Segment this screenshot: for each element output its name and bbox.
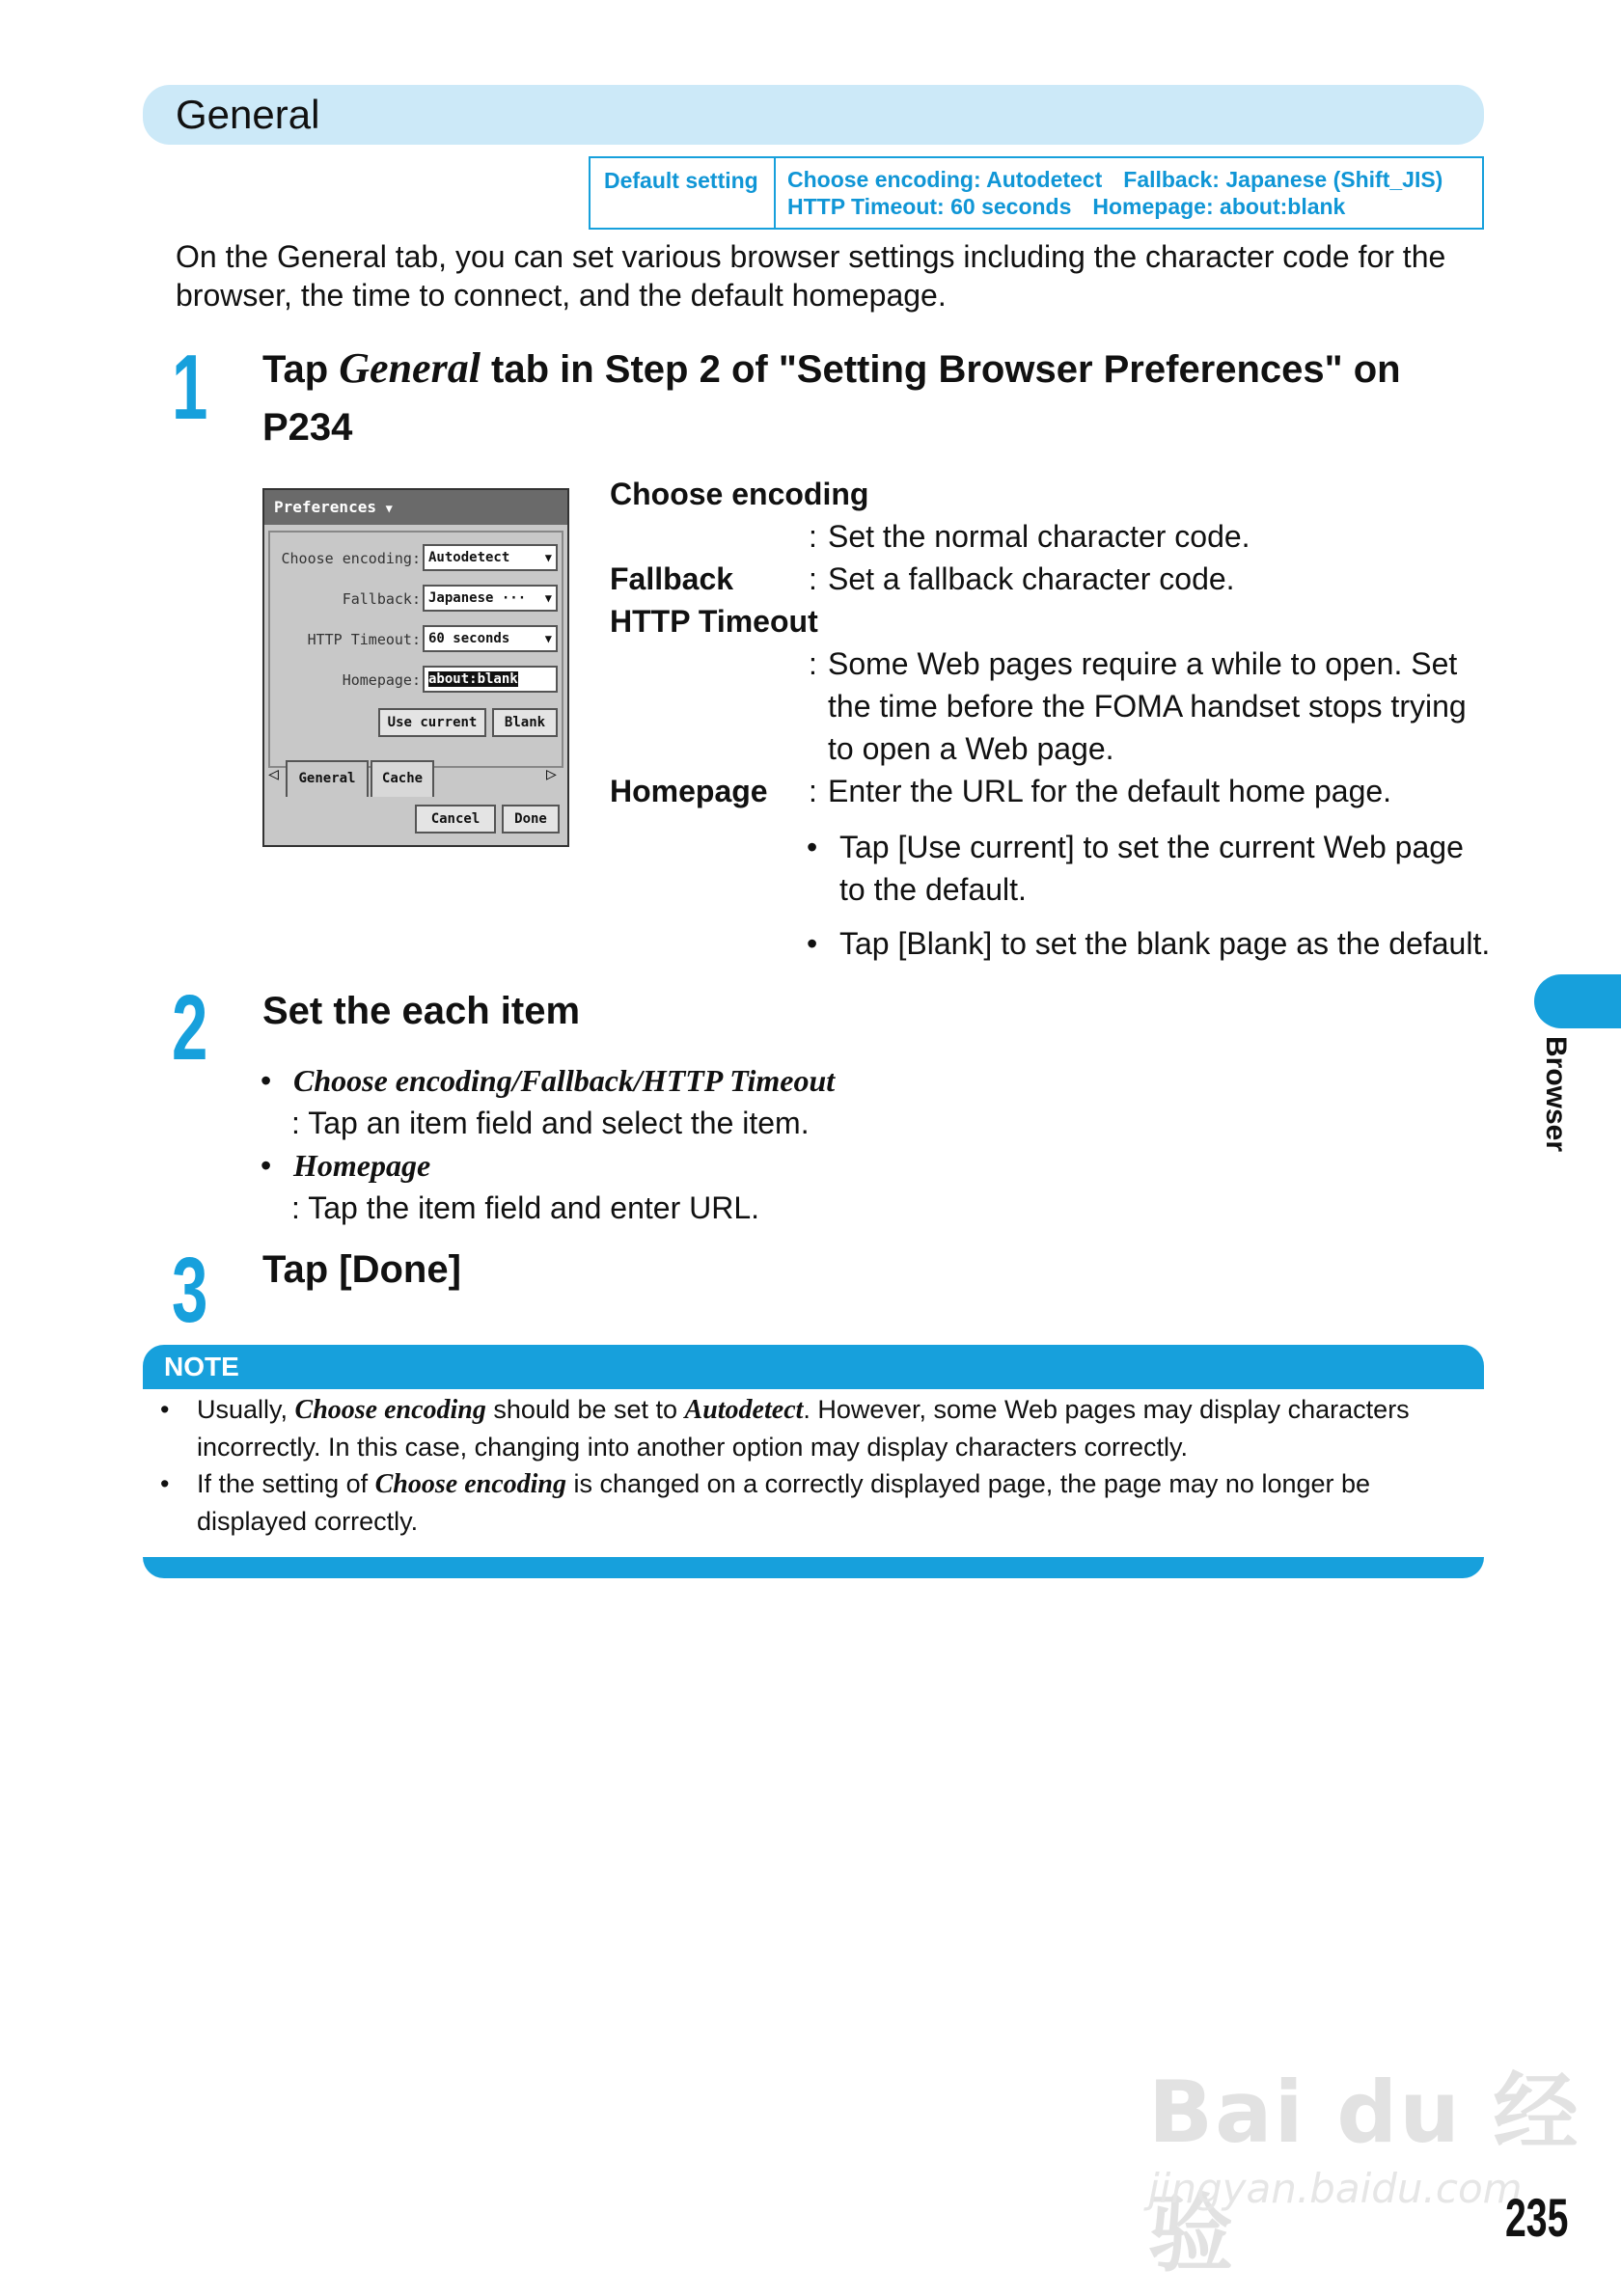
device-label-fallback: Fallback: xyxy=(342,590,421,608)
default-setting-values xyxy=(776,158,1464,228)
chevron-down-icon: ▼ xyxy=(544,551,552,564)
note-1-em1: Choose encoding xyxy=(294,1395,486,1425)
desc-fallback: Set a fallback character code. xyxy=(828,561,1235,596)
device-label-encoding: Choose encoding: xyxy=(281,550,421,567)
note-2-em1: Choose encoding xyxy=(374,1469,566,1499)
bullet-dot: • xyxy=(807,830,818,864)
default-http-timeout: HTTP Timeout: 60 seconds xyxy=(787,194,1072,219)
note-body xyxy=(160,1391,1472,1540)
fallback-value: Japanese ··· xyxy=(428,590,527,606)
side-tab-text: Browser xyxy=(1540,1036,1572,1153)
watermark-logo: Bai du 经验 xyxy=(1148,2063,1580,2283)
step-3-number: 3 xyxy=(172,1239,208,1342)
bullet-dot: • xyxy=(160,1469,170,1498)
side-tab-marker xyxy=(1534,974,1621,1028)
chevron-down-icon: ▼ xyxy=(544,632,552,645)
colon-3: : xyxy=(809,646,817,681)
tab-scroll-left-icon[interactable]: ◁ xyxy=(268,764,279,784)
term-homepage: Homepage xyxy=(610,774,768,808)
timeout-value: 60 seconds xyxy=(428,631,510,646)
cancel-button[interactable]: Cancel xyxy=(415,805,496,834)
tab-general[interactable]: General xyxy=(286,760,369,797)
device-row-fallback xyxy=(270,585,562,614)
step-1-title-pre: Tap xyxy=(262,348,340,391)
done-button[interactable]: Done xyxy=(502,805,560,834)
intro-text: On the General tab, you can set various browser settings including the character code for the browser, the time to connect, and the default homepage. xyxy=(176,239,1446,313)
step-2-title: Set the each item xyxy=(262,990,581,1032)
term-choose-encoding: Choose encoding xyxy=(610,477,869,511)
note-2-post: is changed on a correctly displayed page, the page may no longer be displayed correctly. xyxy=(197,1469,1371,1536)
timeout-select[interactable] xyxy=(423,625,558,652)
note-header: NOTE xyxy=(143,1345,1484,1389)
bullet-dot: • xyxy=(160,1395,170,1424)
device-row-encoding xyxy=(270,544,562,573)
term-http-timeout: HTTP Timeout xyxy=(610,604,818,639)
device-row-timeout xyxy=(270,625,562,654)
step-2-item-1-term: Choose encoding/Fallback/HTTP Timeout xyxy=(293,1063,836,1098)
watermark-url: jingyan.baidu.com xyxy=(1148,2165,1523,2212)
colon-1: : xyxy=(809,519,817,554)
default-setting-box xyxy=(589,156,1484,230)
bullet-dot: • xyxy=(261,1063,272,1098)
fallback-select[interactable] xyxy=(423,585,558,612)
note-2-pre: If the setting of xyxy=(197,1469,375,1498)
section-title: General xyxy=(176,92,320,137)
step-3-title: Tap [Done] xyxy=(262,1248,461,1291)
default-setting-label: Default setting xyxy=(591,158,776,228)
use-current-button[interactable]: Use current xyxy=(378,708,486,737)
bullet-dot: • xyxy=(807,926,818,961)
step-2-item-2-desc: : Tap the item field and enter URL. xyxy=(291,1190,760,1225)
note-footer-bar xyxy=(143,1557,1484,1578)
step-1-title-em: General xyxy=(339,344,481,392)
homepage-value: about:blank xyxy=(428,671,518,687)
default-choose-encoding: Choose encoding: Autodetect xyxy=(787,167,1103,192)
step-2-number: 2 xyxy=(172,976,208,1080)
colon-2: : xyxy=(809,561,817,596)
default-fallback: Fallback: Japanese (Shift_JIS) xyxy=(1123,167,1443,192)
note-1-em2: Autodetect xyxy=(684,1395,804,1425)
page-number: 235 xyxy=(1505,2187,1569,2248)
note-1-post: . However, some Web pages may display characters incorrectly. In this case, changing into another option may display characters correctly. xyxy=(197,1395,1410,1462)
device-screenshot xyxy=(262,488,569,847)
tab-cache[interactable]: Cache xyxy=(371,760,434,797)
device-titlebar[interactable] xyxy=(264,490,567,525)
section-header xyxy=(143,85,1484,145)
step-2-item-1-desc: : Tap an item field and select the item. xyxy=(291,1106,810,1140)
device-panel xyxy=(268,531,563,768)
device-label-timeout: HTTP Timeout: xyxy=(307,631,421,648)
chevron-down-icon: ▼ xyxy=(544,591,552,605)
homepage-input[interactable] xyxy=(423,666,558,693)
bullet-dot: • xyxy=(261,1148,272,1183)
default-homepage: Homepage: about:blank xyxy=(1092,194,1346,219)
device-label-homepage: Homepage: xyxy=(342,671,421,689)
side-tab-label xyxy=(1526,1036,1584,1171)
note-1-pre: Usually, xyxy=(197,1395,295,1424)
homepage-bullet-2: Tap [Blank] to set the blank page as the default. xyxy=(839,926,1491,961)
note-item-2 xyxy=(160,1465,1472,1540)
note-1-mid: should be set to xyxy=(485,1395,685,1424)
chevron-down-icon: ▼ xyxy=(385,502,393,515)
step-1-number: 1 xyxy=(172,336,208,439)
desc-choose-encoding: Set the normal character code. xyxy=(828,519,1250,554)
note-item-1 xyxy=(160,1391,1472,1465)
encoding-value: Autodetect xyxy=(428,550,510,565)
device-title: Preferences xyxy=(274,498,376,516)
step-1-title xyxy=(262,340,1488,456)
homepage-bullet-1: Tap [Use current] to set the current Web page to the default. xyxy=(839,830,1464,907)
desc-http-timeout: Some Web pages require a while to open. Set the time before the FOMA handset stops trying to open a Web page. xyxy=(828,646,1467,766)
device-tabs xyxy=(264,758,567,797)
desc-homepage: Enter the URL for the default home page. xyxy=(828,774,1392,808)
blank-button[interactable]: Blank xyxy=(492,708,558,737)
term-fallback: Fallback xyxy=(610,561,734,596)
step-2-item-2-term: Homepage xyxy=(293,1148,431,1183)
device-row-homepage xyxy=(270,666,562,695)
tab-scroll-right-icon[interactable]: ▷ xyxy=(546,764,557,784)
encoding-select[interactable] xyxy=(423,544,558,571)
colon-4: : xyxy=(809,774,817,808)
step-1-title-post: tab in Step 2 of "Setting Browser Preferences" on P234 xyxy=(262,348,1401,449)
